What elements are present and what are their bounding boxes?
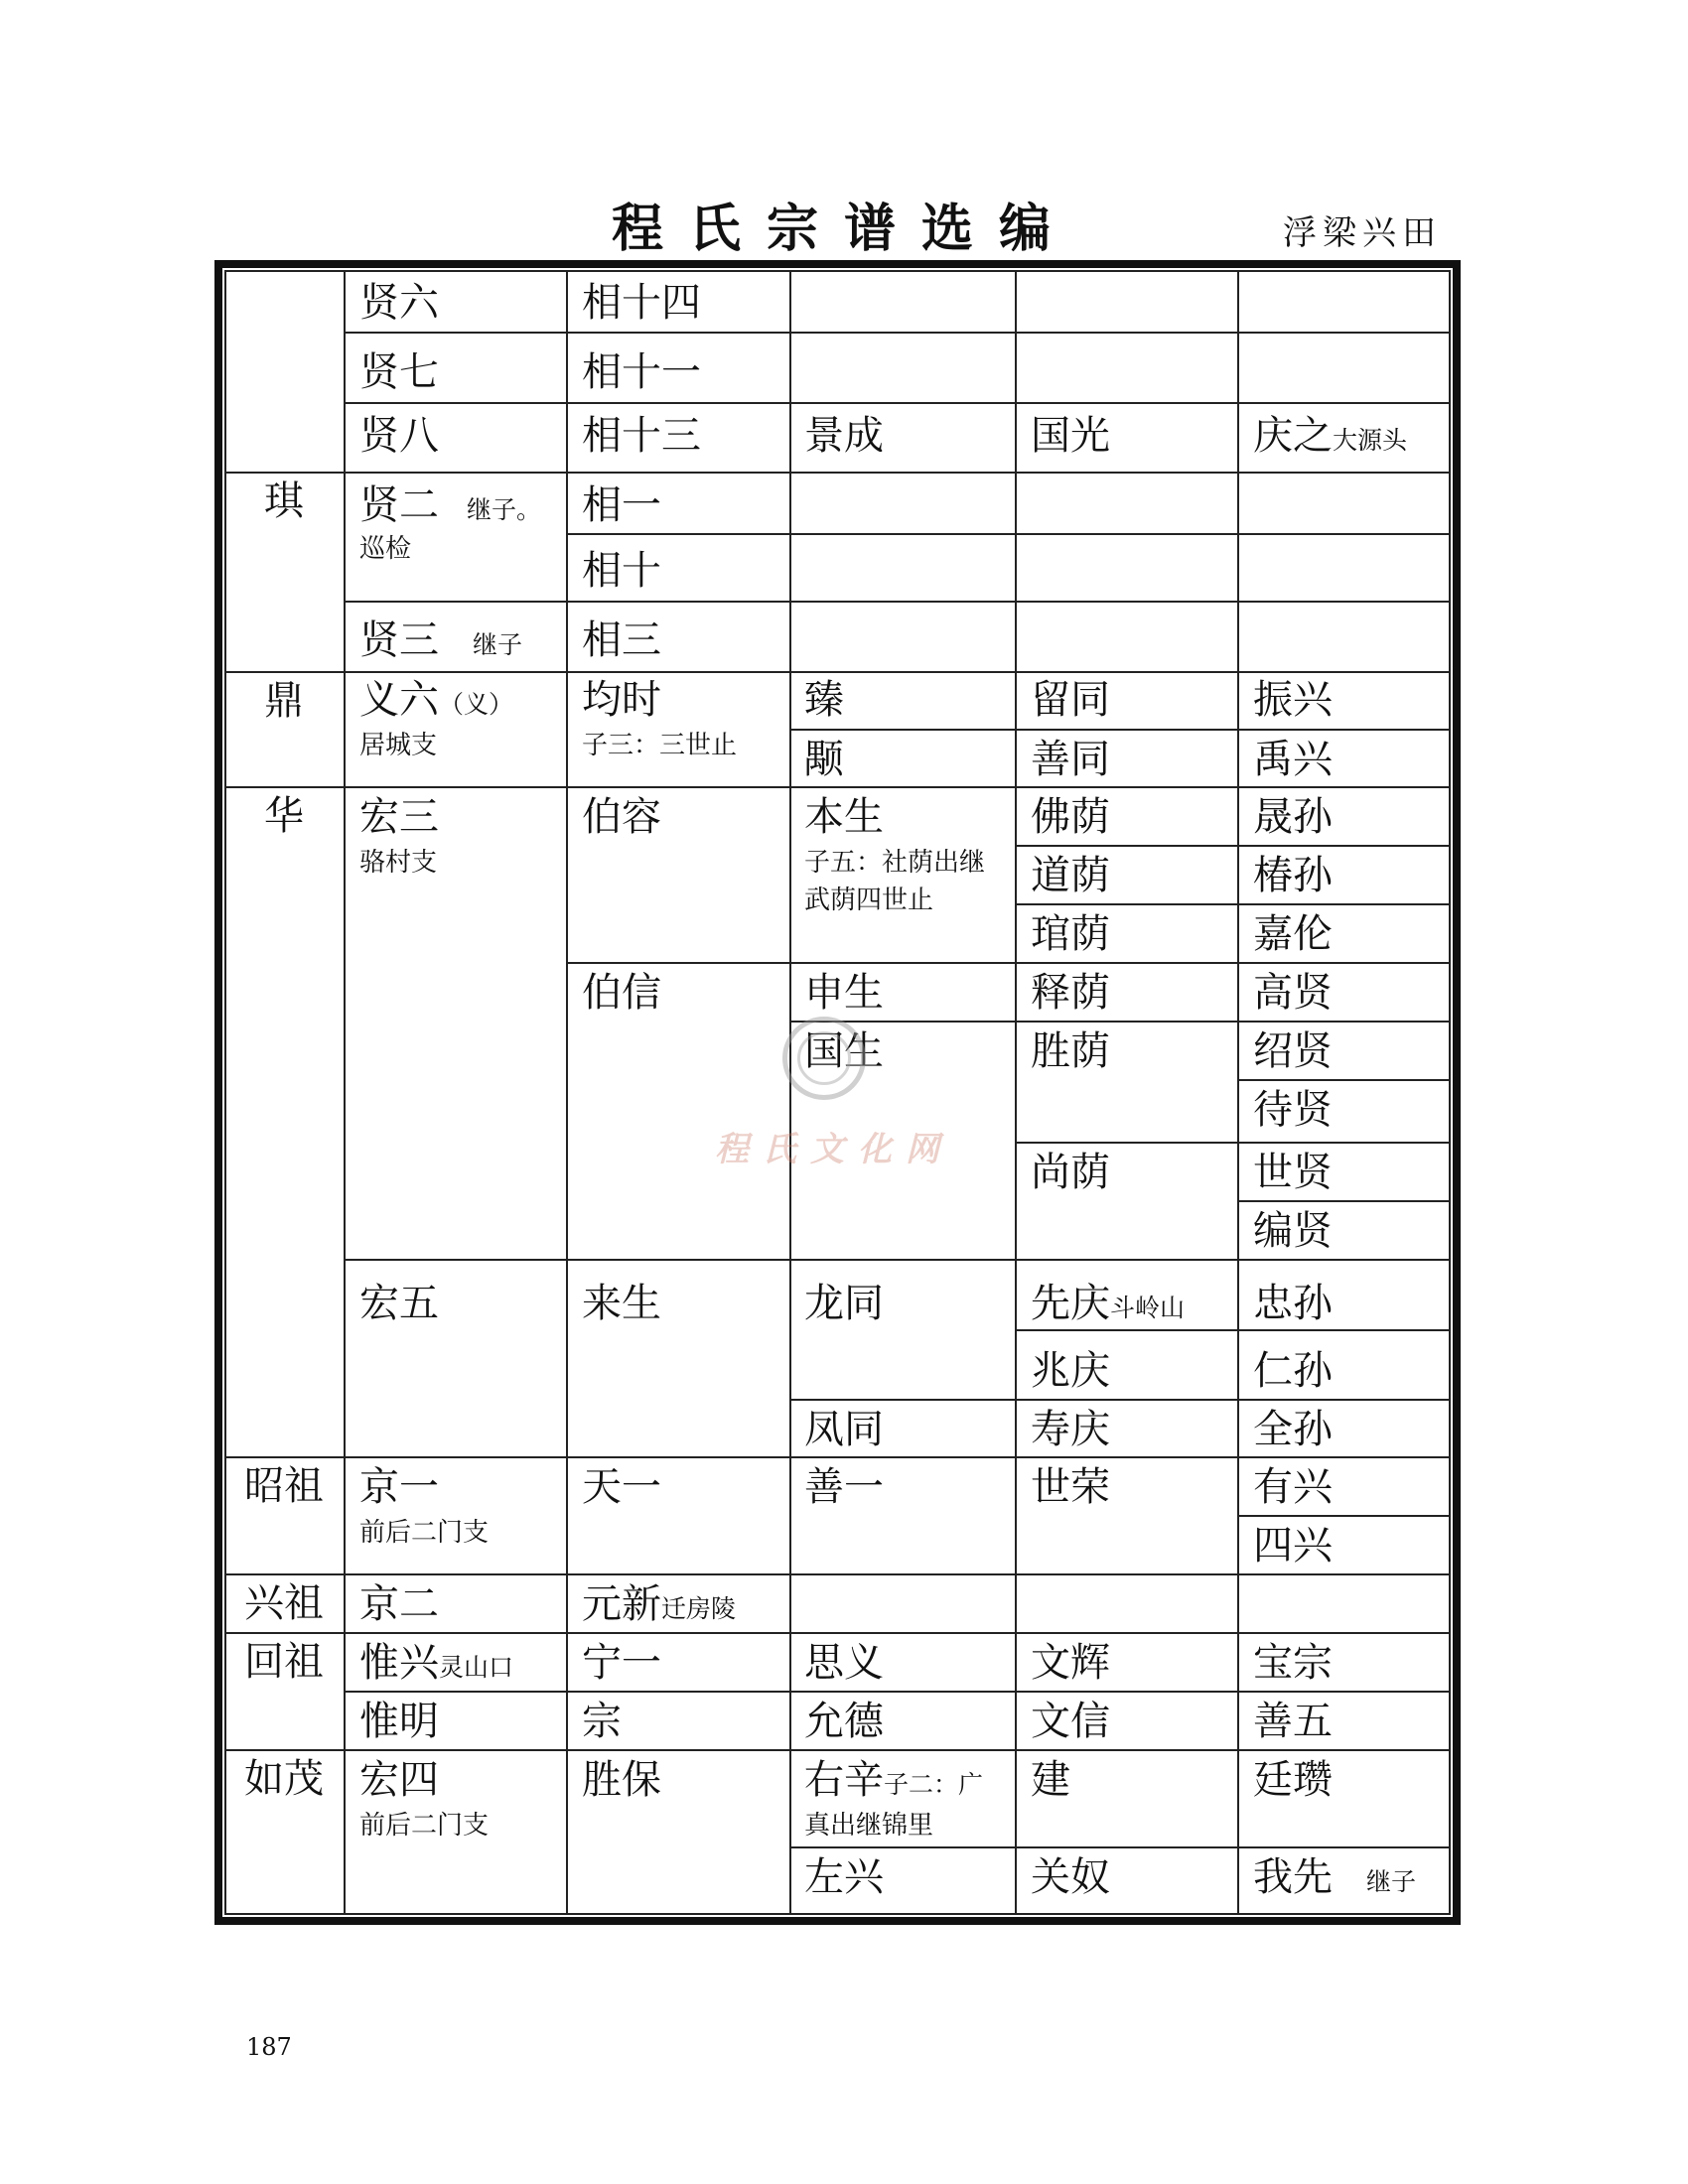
name-subnote: 前后二门支 [359,1811,490,1841]
name-cell: 允德 [804,1699,884,1744]
name-text: 贤三 [359,617,439,663]
name-note: 灵山口 [439,1653,514,1682]
page-subtitle: 浮梁兴田 [1283,213,1442,253]
row-divider [224,1573,1451,1575]
name-cell: 龙同 [804,1281,884,1326]
row-divider [566,533,1451,535]
name-cell: 关奴 [1031,1854,1110,1900]
name-subnote: 前后二门支 [359,1518,490,1548]
row-divider [344,601,1451,603]
name-text: 元新 [582,1581,661,1627]
name-subnote: 骆村支 [359,848,438,878]
row-divider [224,1632,1451,1634]
generation-label: 昭祖 [244,1463,324,1509]
name-note: 斗岭山 [1110,1294,1186,1322]
row-divider [344,1259,1451,1261]
name-cell: 相十四 [582,280,701,326]
name-cell: 左兴 [804,1854,884,1900]
name-cell: 京一 [359,1464,439,1510]
name-cell: 兆庆 [1031,1348,1110,1394]
name-cell: 来生 [582,1281,661,1326]
watermark-text: 程氏文化网 [715,1130,953,1169]
page-number: 187 [246,2033,292,2061]
column-divider [344,270,346,1915]
name-text: 我先 [1253,1854,1333,1900]
name-cell: 忠孙 [1253,1281,1333,1326]
row-divider [224,472,1451,474]
row-divider [224,1456,1451,1458]
name-cell: 本生 [804,794,884,840]
name-cell: 胜荫 [1031,1028,1110,1074]
row-divider [224,786,1451,788]
row-divider [789,1846,1451,1848]
name-cell: 宏五 [359,1281,439,1326]
name-cell [1253,411,1407,466]
name-cell: 相十 [582,548,661,594]
name-cell: 相十一 [582,349,701,395]
name-cell: 高贤 [1253,970,1333,1016]
row-divider [1237,1515,1451,1517]
name-cell: 世贤 [1253,1150,1333,1195]
name-cell: 释荫 [1031,970,1110,1016]
name-cell: 道荫 [1031,853,1110,898]
name-cell: 廷瓒 [1253,1757,1333,1803]
name-cell [359,675,513,730]
name-cell: 凤同 [804,1407,884,1452]
name-cell: 禹兴 [1253,737,1333,782]
name-cell: 全孙 [1253,1407,1333,1452]
name-note: 继子 [1366,1867,1417,1896]
name-cell: 琯荫 [1031,911,1110,957]
name-cell: 申生 [804,970,884,1016]
name-cell [359,1638,513,1693]
name-cell: 佛荫 [1031,794,1110,840]
name-text: 先庆 [1031,1281,1110,1326]
name-cell: 臻 [804,677,844,723]
name-cell: 宏三 [359,794,439,840]
name-cell: 宗 [582,1699,622,1744]
name-cell: 有兴 [1253,1464,1333,1510]
row-divider [344,402,1451,404]
name-cell: 胜保 [582,1757,661,1803]
name-text: 惟兴 [359,1640,439,1686]
name-cell: 国光 [1031,413,1110,459]
name-note: 子二：广 [884,1770,984,1799]
row-divider [789,1399,1451,1401]
name-cell: 伯信 [582,970,661,1016]
name-cell [804,1755,983,1810]
row-divider [789,729,1451,731]
name-cell: 绍贤 [1253,1028,1333,1074]
watermark-seal-icon [782,1017,866,1100]
row-divider [1237,1079,1451,1081]
name-cell: 编贤 [1253,1208,1333,1254]
row-divider [566,962,1451,964]
name-cell: 晟孙 [1253,794,1333,840]
name-note: 继子 [473,630,523,659]
name-cell: 四兴 [1253,1523,1333,1569]
name-note: （义） [439,690,514,719]
name-cell: 国生 [804,1028,884,1074]
name-cell: 尚荫 [1031,1150,1110,1195]
column-divider [1015,270,1017,1915]
generation-label: 华 [264,793,304,839]
name-cell: 建 [1031,1757,1070,1803]
watermark-seal-inner [797,1031,851,1085]
row-divider [1015,845,1451,847]
row-divider [224,1749,1451,1751]
name-cell: 寿庆 [1031,1407,1110,1452]
name-cell: 京二 [359,1581,439,1627]
name-cell: 仁孙 [1253,1348,1333,1394]
name-cell: 天一 [582,1464,661,1510]
row-divider [224,671,1451,673]
name-cell: 相一 [582,482,661,528]
column-divider [789,270,791,1915]
name-cell: 宏四 [359,1757,439,1803]
row-divider [789,1021,1451,1023]
name-note: 继子。 [467,495,542,524]
row-divider [1237,1200,1451,1202]
name-text: 义六 [359,677,439,723]
name-text: 右辛 [804,1757,884,1803]
row-divider [344,332,1451,334]
name-cell: 宝宗 [1253,1640,1333,1686]
name-cell: 贤七 [359,349,439,395]
name-cell: 均时 [582,677,661,723]
name-cell: 留同 [1031,677,1110,723]
generation-label: 如茂 [244,1756,324,1802]
column-divider [1237,270,1239,1915]
name-subnote: 巡检 [359,534,412,564]
name-text: 庆之 [1253,413,1333,459]
name-cell: 伯容 [582,794,661,840]
name-cell: 文信 [1031,1699,1110,1744]
column-divider [566,270,568,1915]
name-subnote: 武荫四世止 [804,886,934,915]
name-cell: 世荣 [1031,1464,1110,1510]
name-cell: 宁一 [582,1640,661,1686]
name-subnote: 居城支 [359,731,438,760]
name-cell: 椿孙 [1253,853,1333,898]
name-cell: 思义 [804,1640,884,1686]
name-cell: 振兴 [1253,677,1333,723]
generation-label: 琪 [264,478,304,524]
name-cell [1031,1279,1185,1333]
name-cell [359,480,541,535]
name-cell: 待贤 [1253,1087,1333,1133]
name-subnote: 真出继锦里 [804,1811,934,1841]
row-divider [1015,1142,1451,1144]
name-subnote: 子三：三世止 [582,731,738,760]
name-cell: 贤六 [359,280,439,326]
name-cell: 景成 [804,413,884,459]
name-cell [582,1579,736,1634]
name-cell [1253,1852,1416,1907]
name-cell: 善五 [1253,1699,1333,1744]
generation-label: 鼎 [264,678,304,724]
name-note: 迁房陵 [661,1594,737,1623]
name-subnote: 子五：社荫出继 [804,848,986,878]
name-cell [359,615,522,670]
name-cell: 贤八 [359,413,439,459]
name-cell: 惟明 [359,1699,439,1744]
name-text: 贤二 [359,482,439,528]
name-cell: 文辉 [1031,1640,1110,1686]
generation-label: 兴祖 [244,1580,324,1626]
name-cell: 颙 [804,737,844,782]
name-cell: 相三 [582,617,661,663]
name-cell: 善一 [804,1464,884,1510]
name-cell: 善同 [1031,737,1110,782]
name-cell: 嘉伦 [1253,911,1333,957]
page-title: 程氏宗谱选编 [611,199,1076,259]
name-cell: 相十三 [582,413,701,459]
name-note: 大源头 [1333,426,1408,455]
generation-label: 回祖 [244,1639,324,1685]
row-divider [1015,903,1451,905]
